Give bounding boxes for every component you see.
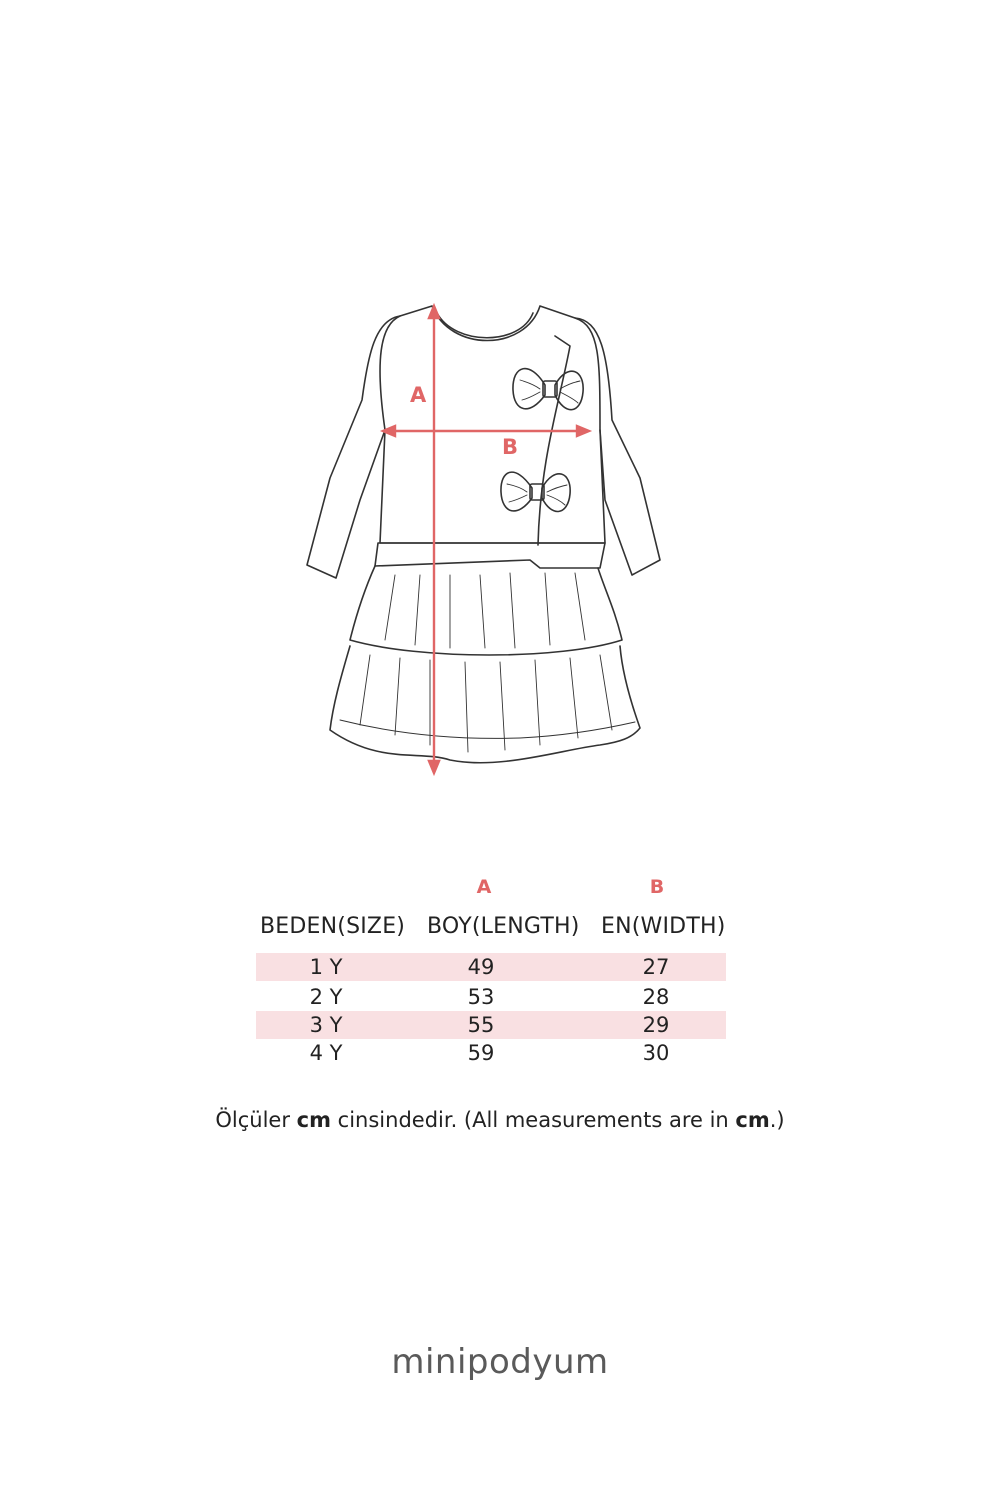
- header-length: BOY(LENGTH): [427, 914, 580, 939]
- right-sleeve: [575, 318, 660, 575]
- skirt-tier-1: [350, 566, 622, 655]
- bow-top-icon: [513, 369, 583, 410]
- table-row: [256, 953, 726, 981]
- measurement-note: [0, 1108, 1000, 1132]
- table-row: [256, 1039, 726, 1067]
- brand-logo: minipodyum: [391, 1342, 609, 1382]
- note-part1: Ölçüler: [215, 1108, 297, 1132]
- waistband: [375, 543, 605, 568]
- header-width: EN(WIDTH): [601, 914, 726, 939]
- measurement-label-b: B: [502, 435, 519, 459]
- width-cell: 28: [642, 985, 670, 1009]
- length-cell: 59: [467, 1041, 495, 1065]
- note-unit-1: cm: [296, 1108, 331, 1132]
- note-part3: .): [769, 1108, 785, 1132]
- left-sleeve: [307, 316, 400, 578]
- length-cell: 53: [467, 985, 495, 1009]
- width-cell: 30: [642, 1041, 670, 1065]
- size-cell: 4 Y: [309, 1041, 343, 1065]
- length-cell: 49: [467, 955, 495, 979]
- column-letter-a: A: [476, 876, 492, 898]
- size-cell: 3 Y: [309, 1013, 343, 1037]
- note-unit-2: cm: [735, 1108, 770, 1132]
- column-letter-b: B: [649, 876, 665, 898]
- table-row: [256, 983, 726, 1011]
- note-part2: cinsindedir. (All measurements are in: [331, 1108, 736, 1132]
- bow-bottom-icon: [501, 472, 570, 511]
- header-size: BEDEN(SIZE): [260, 914, 406, 939]
- measurement-label-a: A: [410, 383, 427, 407]
- size-cell: 2 Y: [309, 985, 343, 1009]
- size-cell: 1 Y: [309, 955, 343, 979]
- bodice-outline: [380, 306, 605, 543]
- width-cell: 27: [642, 955, 670, 979]
- length-cell: 55: [467, 1013, 495, 1037]
- width-cell: 29: [642, 1013, 670, 1037]
- skirt-tier-2: [330, 646, 640, 763]
- table-row: [256, 1011, 726, 1039]
